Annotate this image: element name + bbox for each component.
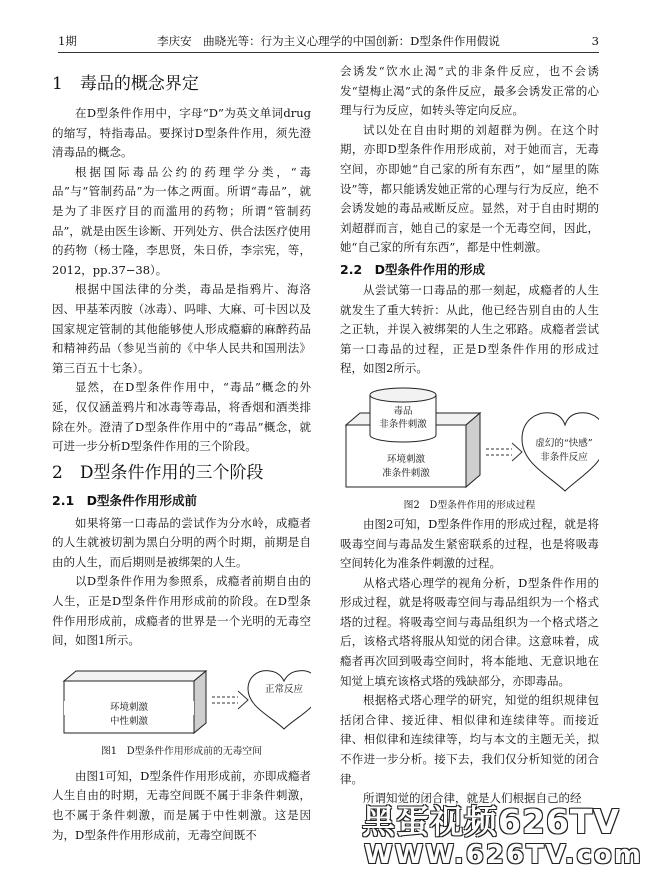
box-label-1: 环境刺激	[64, 701, 194, 715]
paragraph: 由图1可知，D型条件作用形成前，亦即成瘾者人生自由的时期，无毒空间既不属于非条件刺激，也不属于条件刺激，而是属于中性刺激。这是因为，D型条件作用形成前，无毒空间既不	[52, 768, 311, 842]
issue-number: 1期	[58, 34, 77, 48]
paragraph: 显然，在D型条件作用中，“毒品”概念的外延，仅仅涵盖鸦片和冰毒等毒品，将香烟和酒类排除在外。澄清了D型条件作用中的“毒品”概念，就可进一步分析D型条件作用的三个阶段。	[52, 380, 311, 454]
cylinder-label-1: 毒品	[393, 405, 413, 417]
paragraph: 从格式塔心理学的视角分析，D型条件作用的形成过程，就是将吸毒空间与毒品组织为一个格式塔的过程。将吸毒空间与毒品组织为一个格式塔之后，该格式塔将服从知觉的闭合律。这意味着，成瘾者再次回到吸毒空间时，将本能地、无意识地在知觉上填充该格式塔的残缺部分，亦即毒品。	[340, 575, 599, 688]
watermark-line-2: WWW.626TV.com	[364, 840, 643, 870]
box-label-1: 环境刺激	[386, 453, 425, 465]
heart-label	[522, 437, 606, 465]
figure-1	[52, 661, 311, 767]
paragraph: 根据国际毒品公约的药理学分类，“毒品”与“管制药品”为一体之两面。所谓“毒品”，就是为了非医疗目的而滥用的药物；所谓“管制药品”，就是由医生诊断、开列处方、供合法医疗使用的药物（杨士隆，李思贤，朱日侨，李宗宪，等，2012，pp.37−38）。	[52, 164, 311, 277]
header-title: 李庆安 曲晓光等：行为主义心理学的中国创新：D型条件作用假说	[157, 34, 500, 48]
watermark-line-1: 黑蛋视频626TV	[362, 802, 620, 841]
figure-2	[340, 387, 599, 515]
paragraph: 如果将第一口毒品的尝试作为分水岭，成瘾者的人生就被切割为黑白分明的两个时期，前期是自由的人生，而后期则是被绑架的人生。	[52, 515, 311, 569]
paragraph: 根据格式塔心理学的研究，知觉的组织规律包括闭合律、接近律、相似律和连续律等。而接近律、相似律和连续律等，均与本文的主题无关，拟不作进一步分析。接下去，我们仅分析知觉的闭合律。	[340, 693, 599, 786]
paragraph: 以D型条件作用为参照系，成瘾者前期自由的人生，正是D型条件作用形成前的阶段。在D型条件作用形成前，成瘾者的世界是一个光明的无毒空间，如图1所示。	[52, 574, 311, 648]
heart-shape	[248, 671, 311, 729]
left-column	[52, 62, 311, 845]
figure-1-box	[64, 701, 194, 729]
box-label	[346, 453, 466, 481]
section-2-1-heading: 2.1 D型条件作用形成前	[52, 492, 198, 508]
watermark	[362, 802, 643, 873]
section-2-heading: 2 D型条件作用的三个阶段	[52, 462, 264, 483]
box-label-2: 准条件刺激	[382, 467, 430, 479]
section-2-2-heading: 2.2 D型条件作用的形成	[340, 261, 486, 277]
right-column	[340, 62, 599, 809]
paragraph: 在D型条件作用中，字母“D”为英文单词drug的缩写，特指毒品。要探讨D型条件作用，须先澄清毒品的概念。	[52, 106, 311, 160]
paragraph: 从尝试第一口毒品的那一刻起，成瘾者的人生就发生了重大转折：从此，他已经告别自由的人生之正轨，并误入被绑架的人生之邪路。成瘾者尝试第一口毒品的过程，正是D型条件作用的形成过程，如图2所示。	[340, 282, 599, 376]
heart-label-1: 虚幻的“快感”	[535, 437, 593, 449]
paragraph: 根据中国法律的分类，毒品是指鸦片、海洛因、甲基苯丙胺（冰毒）、吗啡、大麻、可卡因以及国家规定管制的其他能够使人形成瘾癖的麻醉药品和精神药品（参见当前的《中华人民共和国刑法》第三百五十七条）。	[52, 282, 311, 375]
paragraph: 试以处在自由时期的刘超群为例。在这个时期，亦即D型条件作用形成前，对于她而言，无毒空间，亦即她“自己家的所有东西”，如“屋里的陈设”等，都只能诱发她正常的心理与行为反应，绝不会诱发她的毒品戒断反应。显然，对于自由时期的刘超群而言，她自己的家是一个无毒空间，因此，她“自己家的所有东西”，都是中性刺激。	[340, 122, 599, 255]
paragraph: 所谓知觉的闭合律，就是人们根据自己的经	[363, 791, 582, 806]
box-label-2: 中性刺激	[109, 715, 148, 727]
paragraph: 由图2可知，D型条件作用的形成过程，就是将吸毒空间与毒品发生紧密联系的过程，也是将吸毒空间转化为准条件刺激的过程。	[340, 516, 599, 571]
cylinder-label-2: 非条件刺激	[379, 418, 427, 430]
running-header	[58, 30, 599, 53]
figure-1-caption: 图1 D型条件作用形成前的无毒空间	[100, 745, 263, 757]
page-number: 3	[591, 34, 599, 48]
cylinder-label	[370, 405, 436, 431]
figure-2-caption: 图2 D型条件作用的形成过程	[403, 499, 536, 511]
paragraph: 会诱发“饮水止渴”式的非条件反应，也不会诱发“望梅止渴”式的条件反应，最多会诱发正常的心理与行为反应，如转头等定向反应。	[340, 64, 599, 118]
section-1-heading: 1 毒品的概念界定	[52, 74, 199, 94]
heart-label: 正常反应	[264, 683, 303, 695]
heart-label-2: 非条件反应	[540, 451, 588, 463]
